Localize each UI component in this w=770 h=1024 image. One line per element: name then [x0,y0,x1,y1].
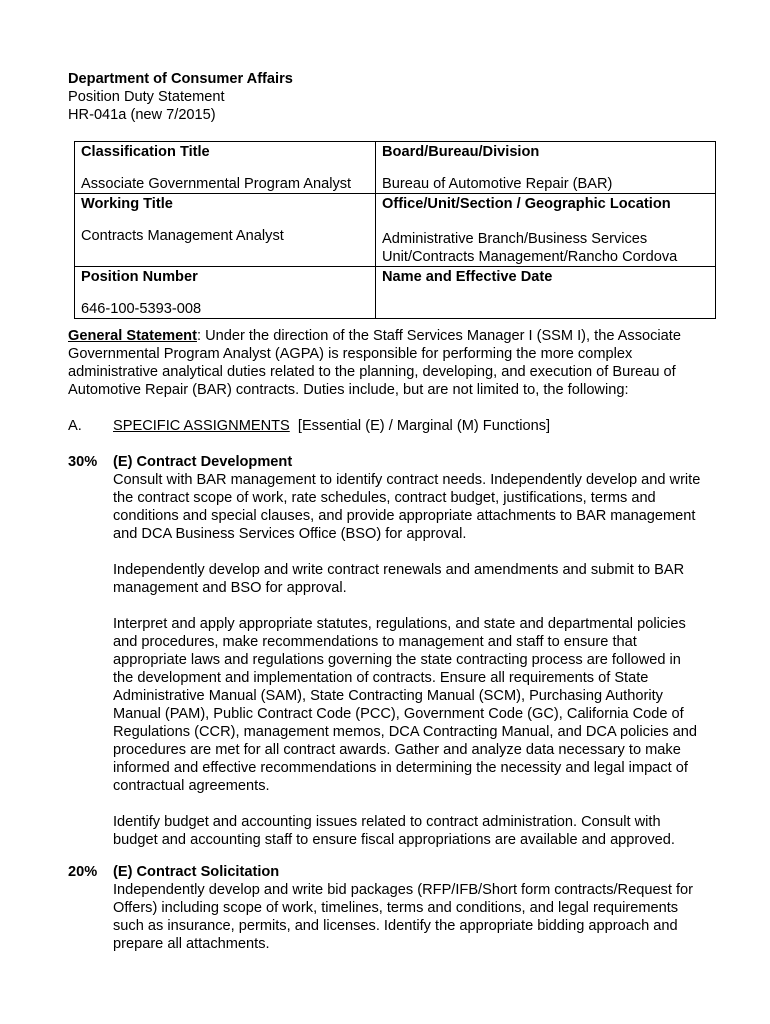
position-info-table [74,141,716,319]
duty-title: (E) Contract Development [113,454,293,470]
position-number-label: Position Number [81,269,198,285]
board-bureau-label: Board/Bureau/Division [382,144,540,160]
board-bureau-value: Bureau of Automotive Repair (BAR) [382,176,613,192]
general-statement-line: Automotive Repair (BAR) contracts. Duties include, but are not limited to, the following: [68,382,629,398]
duty-paragraph: Consult with BAR management to identify contract needs. Independently develop and write the contract scope of work, rate schedules, contract budget, justifications, terms and conditions and special clauses, and provide appropriate attachments to BAR management and DCA Business Services Office (BSO) for approval. [113,472,701,542]
duty-title: (E) Contract Solicitation [113,864,280,880]
form-number: HR-041a (new 7/2015) [68,107,216,123]
duty-paragraph: Identify budget and accounting issues related to contract administration. Consult with budget and accounting staff to ensure fiscal appropriations are available and approved. [113,814,675,848]
office-location-value-line2: Unit/Contracts Management/Rancho Cordova [382,249,678,265]
general-statement-label: General Statement [68,328,197,344]
duty-paragraph: Interpret and apply appropriate statutes, regulations, and state and departmental policies and procedures, make recommendations to management and staff to ensure that appropriate laws and regulations governing the state contracting process are followed in the development and implementation of contracts. Ensure all requirements of State Administrative Manual (SAM), State Contracting Manual (SCM), Purchasing Authority Manual (PAM), Public Contract Code (PCC), Government Code (GC), California Code of Regulations (CCR), management memos, DCA Contracting Manual, and DCA policies and procedures are met for all contract awards. Gather and analyze data necessary to make informed and effective recommendations in determining the necessity and legal impact of contractual agreements. [113,616,698,794]
general-statement-line: administrative analytical duties related to the planning, developing, and execution of Bureau of [68,364,676,380]
department-name: Department of Consumer Affairs [68,71,293,87]
general-statement-line: Governmental Program Analyst (AGPA) is responsible for performing the more complex [68,346,633,362]
section-subtitle: [Essential (E) / Marginal (M) Functions] [289,418,551,434]
classification-title-value: Associate Governmental Program Analyst [81,176,352,192]
duty-percent: 30% [68,454,98,470]
working-title-cell [75,194,376,267]
general-statement [68,327,728,399]
section-a-heading [68,417,550,435]
name-effective-date-cell [376,267,716,319]
form-title: Position Duty Statement [68,89,225,105]
office-location-value-line1: Administrative Branch/Business Services [382,231,648,247]
duty-contract-development [68,453,738,849]
name-effective-date-label: Name and Effective Date [382,269,553,285]
office-location-label: Office/Unit/Section / Geographic Location [382,196,671,212]
general-statement-line: General Statement: Under the direction of the Staff Services Manager I (SSM I), the Associate [68,328,681,344]
classification-title-cell [75,142,376,194]
board-bureau-cell [376,142,716,194]
section-letter: A. [68,418,82,434]
classification-title-label: Classification Title [81,144,210,160]
working-title-value: Contracts Management Analyst [81,228,284,244]
duty-contract-solicitation [68,863,738,953]
duty-paragraph: Independently develop and write contract renewals and amendments and submit to BAR management and BSO for approval. [113,562,685,596]
office-location-cell [376,194,716,267]
working-title-label: Working Title [81,196,173,212]
position-number-cell [75,267,376,319]
position-number-value: 646-100-5393-008 [81,301,202,317]
duty-paragraph: Independently develop and write bid packages (RFP/IFB/Short form contracts/Request for Offers) including scope of work, timelines, terms and conditions, and legal requirements such as insurance, permits, and licenses. Identify the appropriate bidding approach and prepare all attachments. [113,882,693,952]
duty-percent: 20% [68,864,98,880]
document-header [68,70,293,124]
section-title: SPECIFIC ASSIGNMENTS [113,418,290,434]
